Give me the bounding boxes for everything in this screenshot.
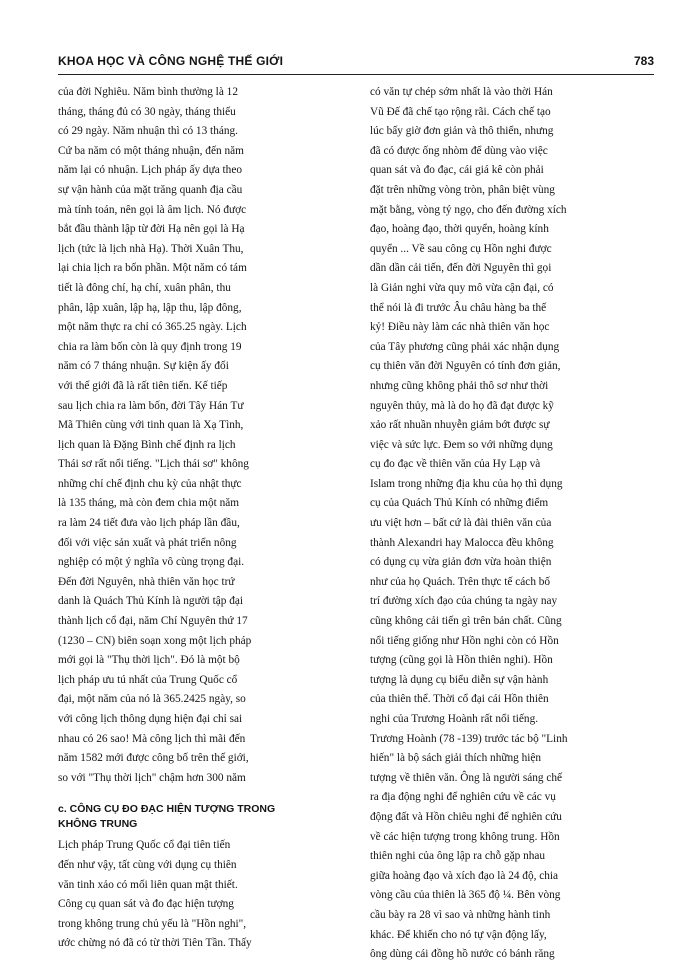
text-line: đạo, hoàng đạo, thời quyển, hoàng kính [370,223,549,236]
text-line: đã có được ống nhòm để dùng vào việc [370,144,548,157]
text-line: dần dần cải tiến, đến đời Nguyên thì gọi [370,262,552,275]
text-line: của Tây phương cũng phải xác nhận dụng [370,340,560,353]
text-line: của thiên thể. Thời cổ đại cái Hồn thiên [370,693,549,706]
text-line: vòng cầu của thiên là 365 độ ¼. Bên vòng [370,889,561,902]
text-line: đối với việc sản xuất và phát triển nông [58,536,237,549]
text-line: Lịch pháp Trung Quốc cổ đại tiên tiến [58,839,231,852]
text-line: nghi của Trương Hoành rất nổi tiếng. [370,713,539,725]
text-line: đặt trên những vòng tròn, phân biệt vùng [370,183,555,196]
running-header-title: KHOA HỌC VÀ CÔNG NGHỆ THẾ GIỚI [58,54,284,68]
page-header [58,34,654,75]
text-line: trí đường xích đạo của chúng ta ngày nay [370,595,558,608]
text-line: Mã Thiên cùng với tinh quan là Xạ Tình, [58,419,244,432]
text-line: lại chia lịch ra bốn phần. Một năm có tám [58,262,247,275]
text-line: Trương Hoành (78 -139) trước tác bộ "Linh [370,732,568,745]
text-line: chia ra làm bốn còn là quy định trong 19 [58,340,242,353]
right-column [370,83,654,965]
left-paragraph-1 [58,83,342,788]
text-line: nhưng cũng không phải thô sơ như thời [370,379,549,392]
text-line: mặt bằng, vòng tý ngọ, cho đến đường xích [370,203,567,216]
text-line: thể nói là đi trước Âu châu hàng ba thế [370,301,547,314]
text-line: ước chừng nó đã có từ thời Tiên Tần. Thấy [58,937,252,950]
text-line: phân, lập xuân, lập hạ, lập thu, lập đông, [58,301,242,314]
text-line: có 29 ngày. Năm nhuận thì có 13 tháng. [58,125,238,138]
text-line: bắt đầu thành lập từ đời Hạ nên gọi là Hạ [58,223,245,236]
text-line: một năm thực ra chỉ có 365.25 ngày. Lịch [58,321,247,334]
text-line: Thái sơ rất nổi tiếng. "Lịch thái sơ" không [58,458,249,471]
text-line: động đất và Hồn chiêu nghi để nghiên cứu [370,810,562,823]
text-line: hiến" là bộ sách giải thích những hiện [370,752,542,765]
text-line: với công lịch thông dụng hiện đại chỉ sai [58,713,243,725]
text-line: sau lịch chia ra làm bốn, đời Tây Hán Tư [58,399,244,412]
text-line: năm có 7 tháng nhuận. Sự kiện ấy đối [58,360,229,373]
text-line: về các hiện tượng trong không trung. Hồn [370,830,560,843]
text-line: cụ thiên văn đời Nguyên có tính đơn giản, [370,360,561,373]
text-line: lịch quan là Đặng Bình chế định ra lịch [58,438,236,451]
text-line: cũng không cải tiến gì trên bản chất. Cũng [370,615,562,628]
text-line: lịch pháp ưu tú nhất của Trung Quốc cổ [58,673,238,686]
text-line: trong không trung chủ yếu là "Hồn nghi", [58,917,247,930]
text-line: đến như vậy, tất cùng với dụng cụ thiên [58,858,237,871]
text-line: khác. Để khiến cho nó tự vận động lấy, [370,928,547,941]
text-line: quyển ... Về sau công cụ Hồn nghi được [370,242,552,255]
text-line: ông dùng cái đồng hồ nước có bánh răng [370,948,555,961]
text-line: Islam trong những địa khu của họ thì dụng [370,477,563,490]
text-line: tượng là dụng cụ biểu diễn sự vận hành [370,673,549,686]
text-line: những chỉ chế định chu kỳ của nhật thực [58,477,242,490]
text-line: thành lịch cổ đại, năm Chí Nguyên thứ 17 [58,615,248,628]
text-line: Cứ ba năm có một tháng nhuận, đến năm [58,144,244,157]
text-line: Vũ Đế đã chế tạo rộng rãi. Cách chế tạo [370,105,551,118]
text-line: giữa hoàng đạo và xích đạo là 24 độ, chia [370,869,559,882]
text-line: năm lại có nhuận. Lịch pháp ấy dựa theo [58,164,242,177]
right-paragraph [370,83,654,965]
text-line: có dụng cụ vừa giản đơn vừa hoàn thiện [370,556,552,569]
left-column [58,83,342,954]
text-line: sự vận hành của mặt trăng quanh địa cầu [58,183,243,196]
text-line: ưu việt hơn – bất cứ là đài thiên văn của [370,517,552,530]
text-line: có văn tự chép sớm nhất là vào thời Hán [370,86,553,98]
text-line: như của họ Quách. Trên thực tế cách bố [370,575,551,588]
text-line: c. CÔNG CỤ ĐO ĐẠC HIỆN TƯỢNG TRONG [58,803,276,816]
text-line: nghiệp có một ý nghĩa vô cùng trọng đại. [58,556,245,569]
text-line: đại, một năm của nó là 365.2425 ngày, so [58,693,246,706]
text-line: là Giản nghi vừa quy mô vừa cận đại, có [370,281,554,294]
text-line: của đời Nghiêu. Năm bình thường là 12 [58,86,238,98]
text-line: lúc bấy giờ đơn giản và thô thiển, nhưng [370,125,554,138]
text-line: việc và sức lực. Đem so với những dụng [370,438,553,451]
text-line: mới gọi là "Thụ thời lịch". Đó là một bộ [58,654,240,667]
text-line: Đến đời Nguyên, nhà thiên văn học trứ [58,575,235,588]
text-line: với thế giới đã là rất tiên tiến. Kế tiếp [58,379,228,392]
page-number: 783 [633,54,654,68]
text-line: lịch (tức là lịch nhà Hạ). Thời Xuân Thu, [58,242,244,255]
section-heading [58,802,342,832]
left-paragraph-2 [58,836,342,954]
text-line: ra làm 24 tiết đưa vào lịch pháp lần đầu, [58,517,240,530]
text-line: cụ đo đạc về thiên văn của Hy Lạp và [370,458,541,471]
text-line: văn tinh xảo có mối liên quan mật thiết. [58,878,238,891]
text-line: quan sát và đo đạc, cái giá kê còn phải [370,164,544,177]
text-line: thành Alexandri hay Malocca đều không [370,536,554,549]
text-line: cầu bày ra 28 vì sao và những hành tinh [370,908,551,921]
text-line: năm 1582 mới được công bố trên thế giới, [58,752,249,765]
text-line: nhau có 26 sao! Mà công lịch thì mãi đến [58,732,246,745]
text-line: KHÔNG TRUNG [58,818,138,831]
text-line: tượng về thiên văn. Ông là người sáng chế [370,771,563,784]
text-line: kỷ! Điều này làm các nhà thiên văn học [370,321,550,334]
text-line: là 135 tháng, mà còn đem chia một năm [58,497,240,510]
text-line: nguyên thủy, mà là do họ đã đạt được kỹ [370,399,554,412]
text-line: xảo rất nhuần nhuyễn giảm bớt được sự [370,419,550,432]
text-line: Công cụ quan sát và đo đạc hiện tượng [58,898,234,911]
text-line: danh là Quách Thủ Kính là người tập đại [58,595,244,608]
text-line: mà tính toán, nên gọi là âm lịch. Nó được [58,203,247,216]
text-line: tượng (cũng gọi là Hồn thiên nghi). Hồn [370,654,553,667]
text-line: (1230 – CN) biên soạn xong một lịch pháp [58,634,252,647]
text-line: tháng, tháng đủ có 30 ngày, tháng thiếu [58,105,236,118]
text-line: so với "Thụ thời lịch" chậm hơn 300 năm [58,771,246,784]
text-line: tiết là đông chí, hạ chí, xuân phân, thu [58,281,231,294]
text-line: nổi tiếng giống như Hồn nghi còn có Hồn [370,634,559,647]
text-line: ra địa động nghi để nghiên cứu về các vụ [370,791,556,804]
text-line: thiên nghi của ông lập ra chỗ gặp nhau [370,850,546,863]
text-line: cụ của Quách Thủ Kính có những điểm [370,497,549,510]
